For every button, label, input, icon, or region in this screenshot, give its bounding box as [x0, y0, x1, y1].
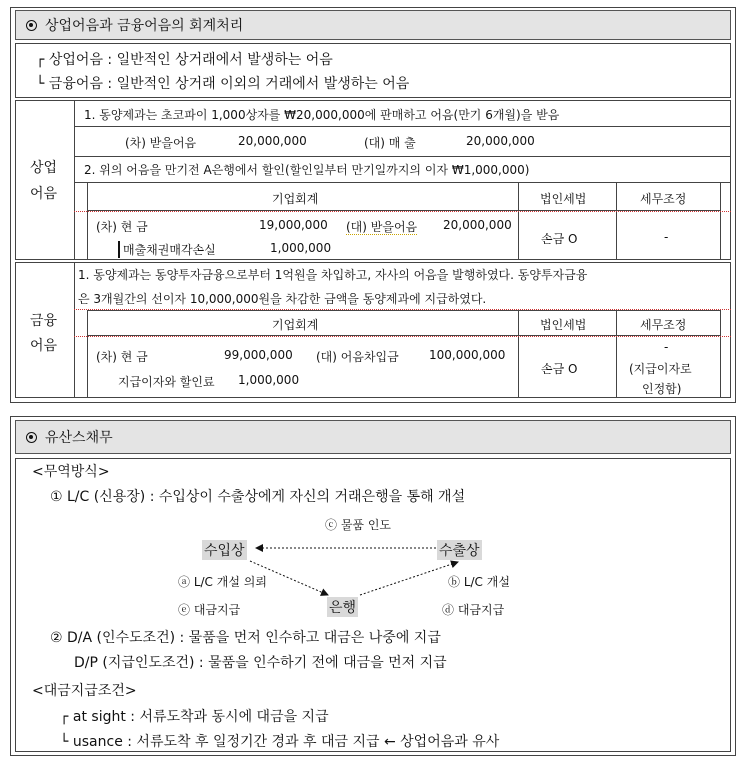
bank-node: 은행	[327, 597, 358, 617]
importer-node: 수입상	[202, 540, 247, 560]
a-label: ⓐ L/C 개설 의뢰	[178, 575, 267, 589]
section2-title: 유산스채무	[45, 430, 113, 446]
corp2-label-text: 매출채권매각손실	[123, 243, 216, 257]
payment-heading: <대금지급조건>	[32, 683, 137, 699]
da-line: ② D/A (인수도조건) : 물품을 먼저 인수하고 대금은 나중에 지급	[50, 630, 441, 646]
financial-adj-3: 인정함)	[642, 382, 682, 396]
dp-line: D/P (지급인도조건) : 물품을 인수하기 전에 대금을 먼저 지급	[74, 655, 447, 671]
entry1-debit-amt: 20,000,000	[238, 134, 307, 148]
financial-desc-1: 1. 동양제과는 동양투자금융으로부터 1억원을 차입하고, 자사의 어음을 발행하였다. 동양투자금융	[78, 268, 588, 282]
exporter-node: 수출상	[437, 540, 482, 560]
financial-tax-value: 손금 O	[541, 362, 578, 376]
usance-line: └ usance : 서류도착 후 일정기간 경과 후 대금 지급 ← 상업어음과 유사	[60, 734, 500, 750]
lc-line: ① L/C (신용장) : 수입상이 수출상에게 자신의 거래은행을 통해 개설	[50, 489, 466, 505]
trade-heading: <무역방식>	[32, 464, 110, 480]
arrow-lc-issue	[360, 562, 458, 595]
fin-corp1-credit: (대) 어음차입금	[316, 350, 399, 364]
commercial-hdr-corp: 기업회계	[272, 192, 319, 206]
financial-hdr-adj: 세무조정	[640, 318, 687, 332]
commercial-hdr-tax: 법인세법	[540, 192, 587, 206]
fin-corp1-debit-amt: 99,000,000	[224, 348, 293, 362]
financial-hdr-tax: 법인세법	[540, 318, 587, 332]
commercial-tax-value: 손금 O	[541, 232, 578, 246]
corp1-debit-amt: 19,000,000	[259, 218, 328, 232]
b-label: ⓑ L/C 개설	[448, 575, 510, 589]
entry1-debit: (차) 받을어음	[125, 136, 197, 150]
fin-corp1-debit: (차) 현 금	[96, 350, 148, 364]
commercial-label-2: 어음	[30, 186, 58, 202]
e-label: ⓔ 대금지급	[178, 603, 241, 617]
commercial-label-1: 상업	[30, 160, 58, 176]
corp1-credit-amt: 20,000,000	[443, 218, 512, 232]
financial-label-1: 금융	[30, 313, 58, 329]
fin-corp2-amt: 1,000,000	[238, 373, 300, 387]
corp1-debit: (차) 현 금	[96, 220, 148, 234]
def-commercial: ┌ 상업어음 : 일반적인 상거래에서 발생하는 어음	[36, 52, 333, 68]
financial-adj-1: -	[664, 340, 669, 354]
def-financial: └ 금융어음 : 일반적인 상거래 이외의 거래에서 발생하는 어음	[36, 76, 410, 92]
financial-hdr-corp: 기업회계	[272, 318, 319, 332]
corp1-credit-label: (대) 받을어음	[346, 220, 418, 234]
commercial-hdr-adj: 세무조정	[640, 192, 687, 206]
c-label: ⓒ 물품 인도	[325, 518, 391, 532]
commercial-adj-value: -	[664, 230, 669, 244]
d-label: ⓓ 대금지급	[442, 603, 505, 617]
entry1-credit-amt: 20,000,000	[466, 134, 535, 148]
financial-desc-2: 은 3개월간의 선이자 10,000,000원을 차감한 금액을 동양제과에 지급하였다.	[78, 292, 487, 306]
entry1-credit: (대) 매 출	[364, 136, 416, 150]
fin-corp1-credit-amt: 100,000,000	[429, 348, 506, 362]
financial-label-2: 어음	[30, 338, 58, 354]
section1-title: 상업어음과 금융어음의 회계처리	[45, 18, 244, 34]
commercial-item1: 1. 동양제과는 초코파이 1,000상자를 ₩20,000,000에 판매하고 어음(만기 6개월)을 받음	[84, 108, 560, 122]
fin-corp2-label: 지급이자와 할인료	[118, 375, 215, 389]
commercial-item2: 2. 위의 어음을 만기전 A은행에서 할인(할인일부터 만기일까지의 이자 ₩1,000,000)	[84, 163, 530, 177]
corp2-amt: 1,000,000	[270, 241, 332, 255]
financial-adj-2: (지급이자로	[629, 362, 692, 376]
at-sight-line: ┌ at sight : 서류도착과 동시에 대금을 지급	[60, 709, 329, 725]
